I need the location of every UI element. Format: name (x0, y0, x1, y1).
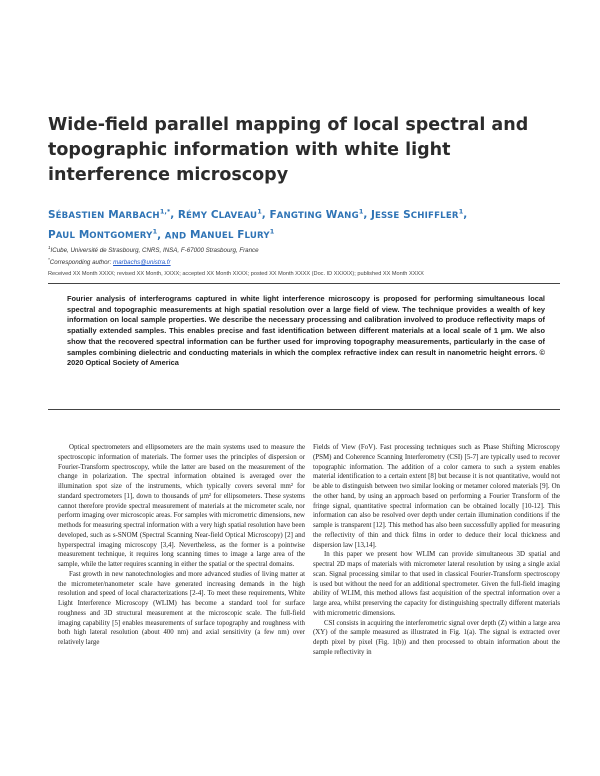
body-column-left (58, 443, 305, 648)
author-3: FANGTING WANG$^1$ (269, 207, 364, 221)
paragraph: Fields of View (FoV). Fast processing techniques such as Phase Shifting Microscopy (PSM) and Coherence Scanning Interferometry (CSI) [5-7] are typically used to recover topographic information. The addition of a color camera to such a system enables material identification to a certain extent [8] but because it is not quantitative, would not be able to distinguish between two similar looking or metamer colored materials [9]. On the other hand, by using an approach based on performing a Fourier Transform of the fringe signal, quantitative spectral information can be obtained locally [10-12]. This information can also be resolved over depth under certain illumination conditions if the sample is transparent [12]. This method has also been successfully applied for measuring the reflectivity of thin and thick films in order to deduce their local thickness and dispersion law [13,14]. (313, 444, 560, 549)
affiliation-line: $^1$ICube, Université de Strasbourg, CNRS, INSA, F-67000 Strasbourg, France (48, 245, 259, 255)
abstract: Fourier analysis of interferograms captured in white light interference microscopy is proposed for performing simultaneous local spectral and topographic measurements at high spatial resolution over a large field of view. The technique provides a wealth of key information on local sample properties. We describe the necessary processing and calibration involved to produce reflectivity maps of spatially extended samples. This enables precise and fast identification between different materials at a local scale of 1 µm. We also show that the recovered spectral information can be further used for improving topography measurements, particularly in the case of samples combining dielectric and conducting materials in which the complex refractive index can result in nanometric height errors. © 2020 Optical Society of America (67, 294, 545, 368)
paper-title: Wide-field parallel mapping of local spectral and topographic information with white light interference microscopy (48, 115, 529, 185)
author-2: RÉMY CLAVEAU$^1$ (177, 207, 262, 221)
author-5: PAUL MONTGOMERY$^1$ (48, 227, 158, 241)
author-list: SÉBASTIEN $MARBACH^{1,*}$, RÉMY CLAVEAU$^1$, FANGTING WANG$^1$, JESSE SCHIFFLER$^1$, PAUL MONTGOMERY$^1$, AND MANUEL FLURY$^1$ (48, 207, 468, 241)
corresponding-author-line: *Corresponding author: marbachs@unistra.fr (48, 257, 171, 267)
received-dates: Received XX Month XXXX; revised XX Month, XXXX; accepted XX Month XXXX; posted XX Month XXXX (Doc. ID XXXXX); published XX Month XXXX (48, 271, 424, 277)
paragraph: In this paper we present how WLIM can provide simultaneous 3D spatial and spectral 2D maps of materials with micrometer lateral resolution by using a single axial scan. Signal processing similar to that used in classical Fourier-Transform spectroscopy is used but without the need for an additional spectrometer. Given the full-field imaging ability of WLIM, this method allows fast acquisition of the spectral information over a large area, whilst preserving the capacity for distinguishing spectrally different materials with micrometric dimensions. (313, 551, 560, 617)
email-link[interactable]: marbachs@unistra.fr (113, 259, 171, 267)
author-6: MANUEL FLURY$^1$ (190, 227, 275, 241)
author-1: SÉBASTIEN $MARBACH^{1,*}$ (48, 207, 171, 221)
body-column-right (313, 443, 560, 658)
paragraph: Optical spectrometers and ellipsometers are the main systems used to measure the spectroscopic information of materials. The former uses the principles of dispersion or Fourier-Transform spectroscopy, while the latter are based on the measurement of the change in polarization. The spectral information obtained is averaged over the illumination spot size of the instruments, which typically covers several mm² for standard spectrometers [1], down to thousands of µm² for ellipsometers. These systems cannot therefore provide spectral measurement of materials at the micrometer scale, nor perform imaging over microscopic areas. For samples with micrometric dimensions, new methods for measuring spectral information with a very high spatial resolution have been developed, such as s-SNOM (Spectral Scanning Near-field Optical Microscopy) [2] and hyperspectral imaging microscopy [3,4]. Nevertheless, as the former is a pointwise measurement technique, it requires long scanning times to image a large area of the sample, while the latter requires scanning in either the spatial or the spectral domains. (58, 444, 305, 568)
affiliations (48, 243, 568, 267)
author-and: AND (164, 231, 187, 241)
paragraph: Fast growth in new nanotechnologies and more advanced studies of living matter at the micrometer/nanometer scale have generated increasing demands in the high resolution and speed of local characterizations [2-4]. To meet these requirements, White Light Interference Microscopy (WLIM) has become a standard tool for surface roughness and 3D structural measurement at the microscopic scale. The full-field imaging capability [5] enables measurements of surface topography and roughness with both high lateral resolution (about 400 nm) and axial sensitivity (a few nm) over relatively large (58, 570, 305, 646)
divider-top (48, 283, 560, 284)
author-4: JESSE SCHIFFLER$^1$ (371, 207, 464, 221)
divider-bottom (48, 409, 560, 410)
paragraph: CSI consists in acquiring the interferometric signal over depth (Z) within a large area (XY) of the sample measured as illustrated in Fig. 1(a). The signal is extracted over depth pixel by pixel (Fig. 1(b)) and then processed to obtain information about the sample reflectivity in (313, 619, 560, 656)
